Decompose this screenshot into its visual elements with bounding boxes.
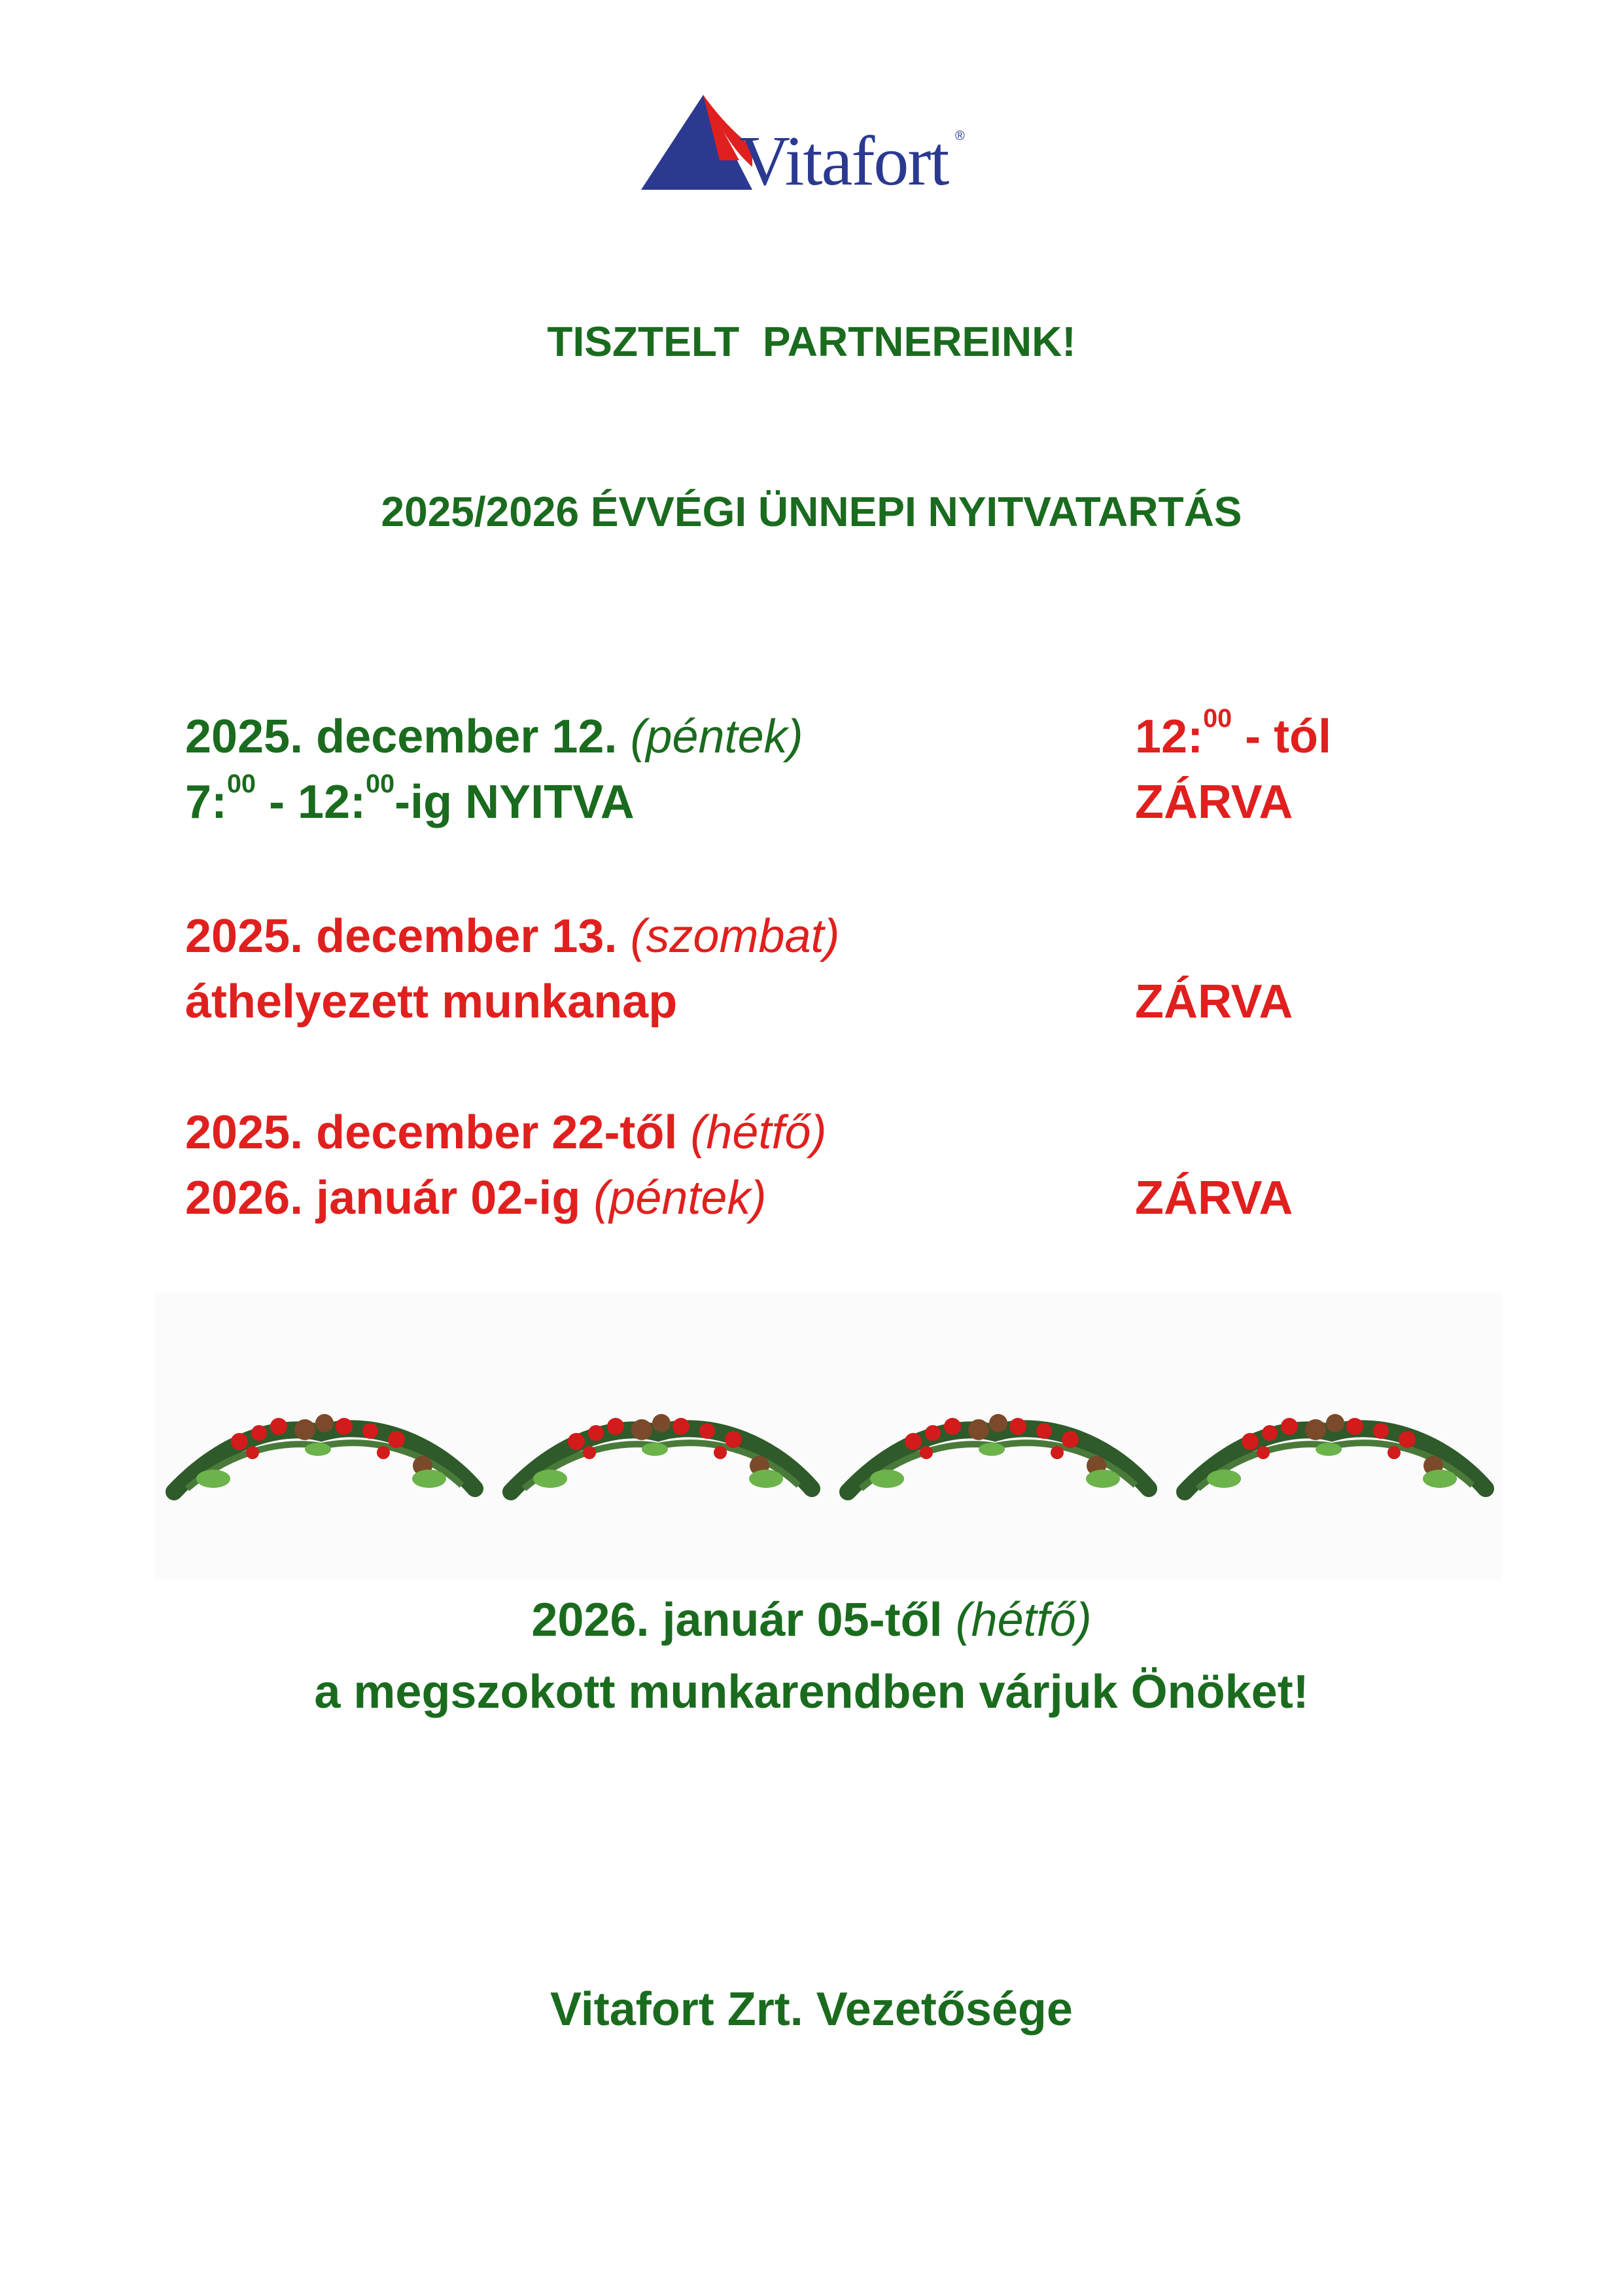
dec12-status: ZÁRVA [1135,776,1293,828]
garland-image [491,1292,828,1580]
dec12-hours-open: -ig NYITVA [394,776,635,828]
holiday-to-day: (péntek) [593,1172,767,1224]
garland-icon [154,1292,491,1580]
dec12-hours-start: 7: [185,776,228,828]
dec13-date: 2025. december 13. [185,910,631,963]
dec12-date: 2025. december 12. [185,711,631,763]
reopen-date-line [0,1593,1623,1647]
dec13-day: (szombat) [630,910,840,963]
holiday-from: 2025. december 22-től [185,1106,691,1159]
garland-image [154,1292,491,1580]
dec12-closing-time [1135,704,1332,764]
dec12-day: (péntek) [630,711,803,763]
holiday-to-line [185,1171,766,1225]
dec12-closing-min: 00 [1203,704,1232,733]
page-title: 2025/2026 ÉVVÉGI ÜNNEPI NYITVATARTÁS [381,488,1242,535]
dec12-hours-end: - 12: [256,776,366,828]
holiday-from-day: (hétfő) [690,1106,827,1159]
garland-image [1165,1292,1502,1580]
reopen-day: (hétfő) [955,1594,1092,1646]
dec13-date-line [185,910,840,963]
garland-icon [491,1292,828,1580]
dec12-hours-start-min: 00 [227,769,256,799]
dec13-status: ZÁRVA [1135,976,1293,1028]
dec12-closing-hour: 12: [1135,711,1204,763]
garland-icon [1165,1292,1502,1580]
holiday-to: 2026. január 02-ig [185,1172,594,1224]
garland-image [828,1292,1165,1580]
logo-sail-icon [641,95,752,200]
logo-wordmark: Vitafort [739,122,949,200]
holiday-from-line [185,1106,826,1159]
garland-icon [828,1292,1165,1580]
reopen-date: 2026. január 05-től [531,1594,956,1646]
dec12-hours [185,769,635,829]
reopen-message: a megszokott munkarendben várjuk Önöket! [314,1666,1309,1718]
signature: Vitafort Zrt. Vezetősége [550,1983,1073,2036]
dec12-hours-end-min: 00 [366,769,395,799]
greeting: TISZTELT PARTNEREINK! [547,318,1076,365]
christmas-garland-decoration [154,1292,1502,1580]
vitafort-logo [641,95,981,200]
dec12-date-line [185,710,803,764]
holiday-status: ZÁRVA [1135,1172,1293,1224]
dec13-note: áthelyezett munkanap [185,976,678,1028]
dec12-closing-from: - tól [1232,711,1332,763]
logo-registered-mark: ® [955,129,965,143]
